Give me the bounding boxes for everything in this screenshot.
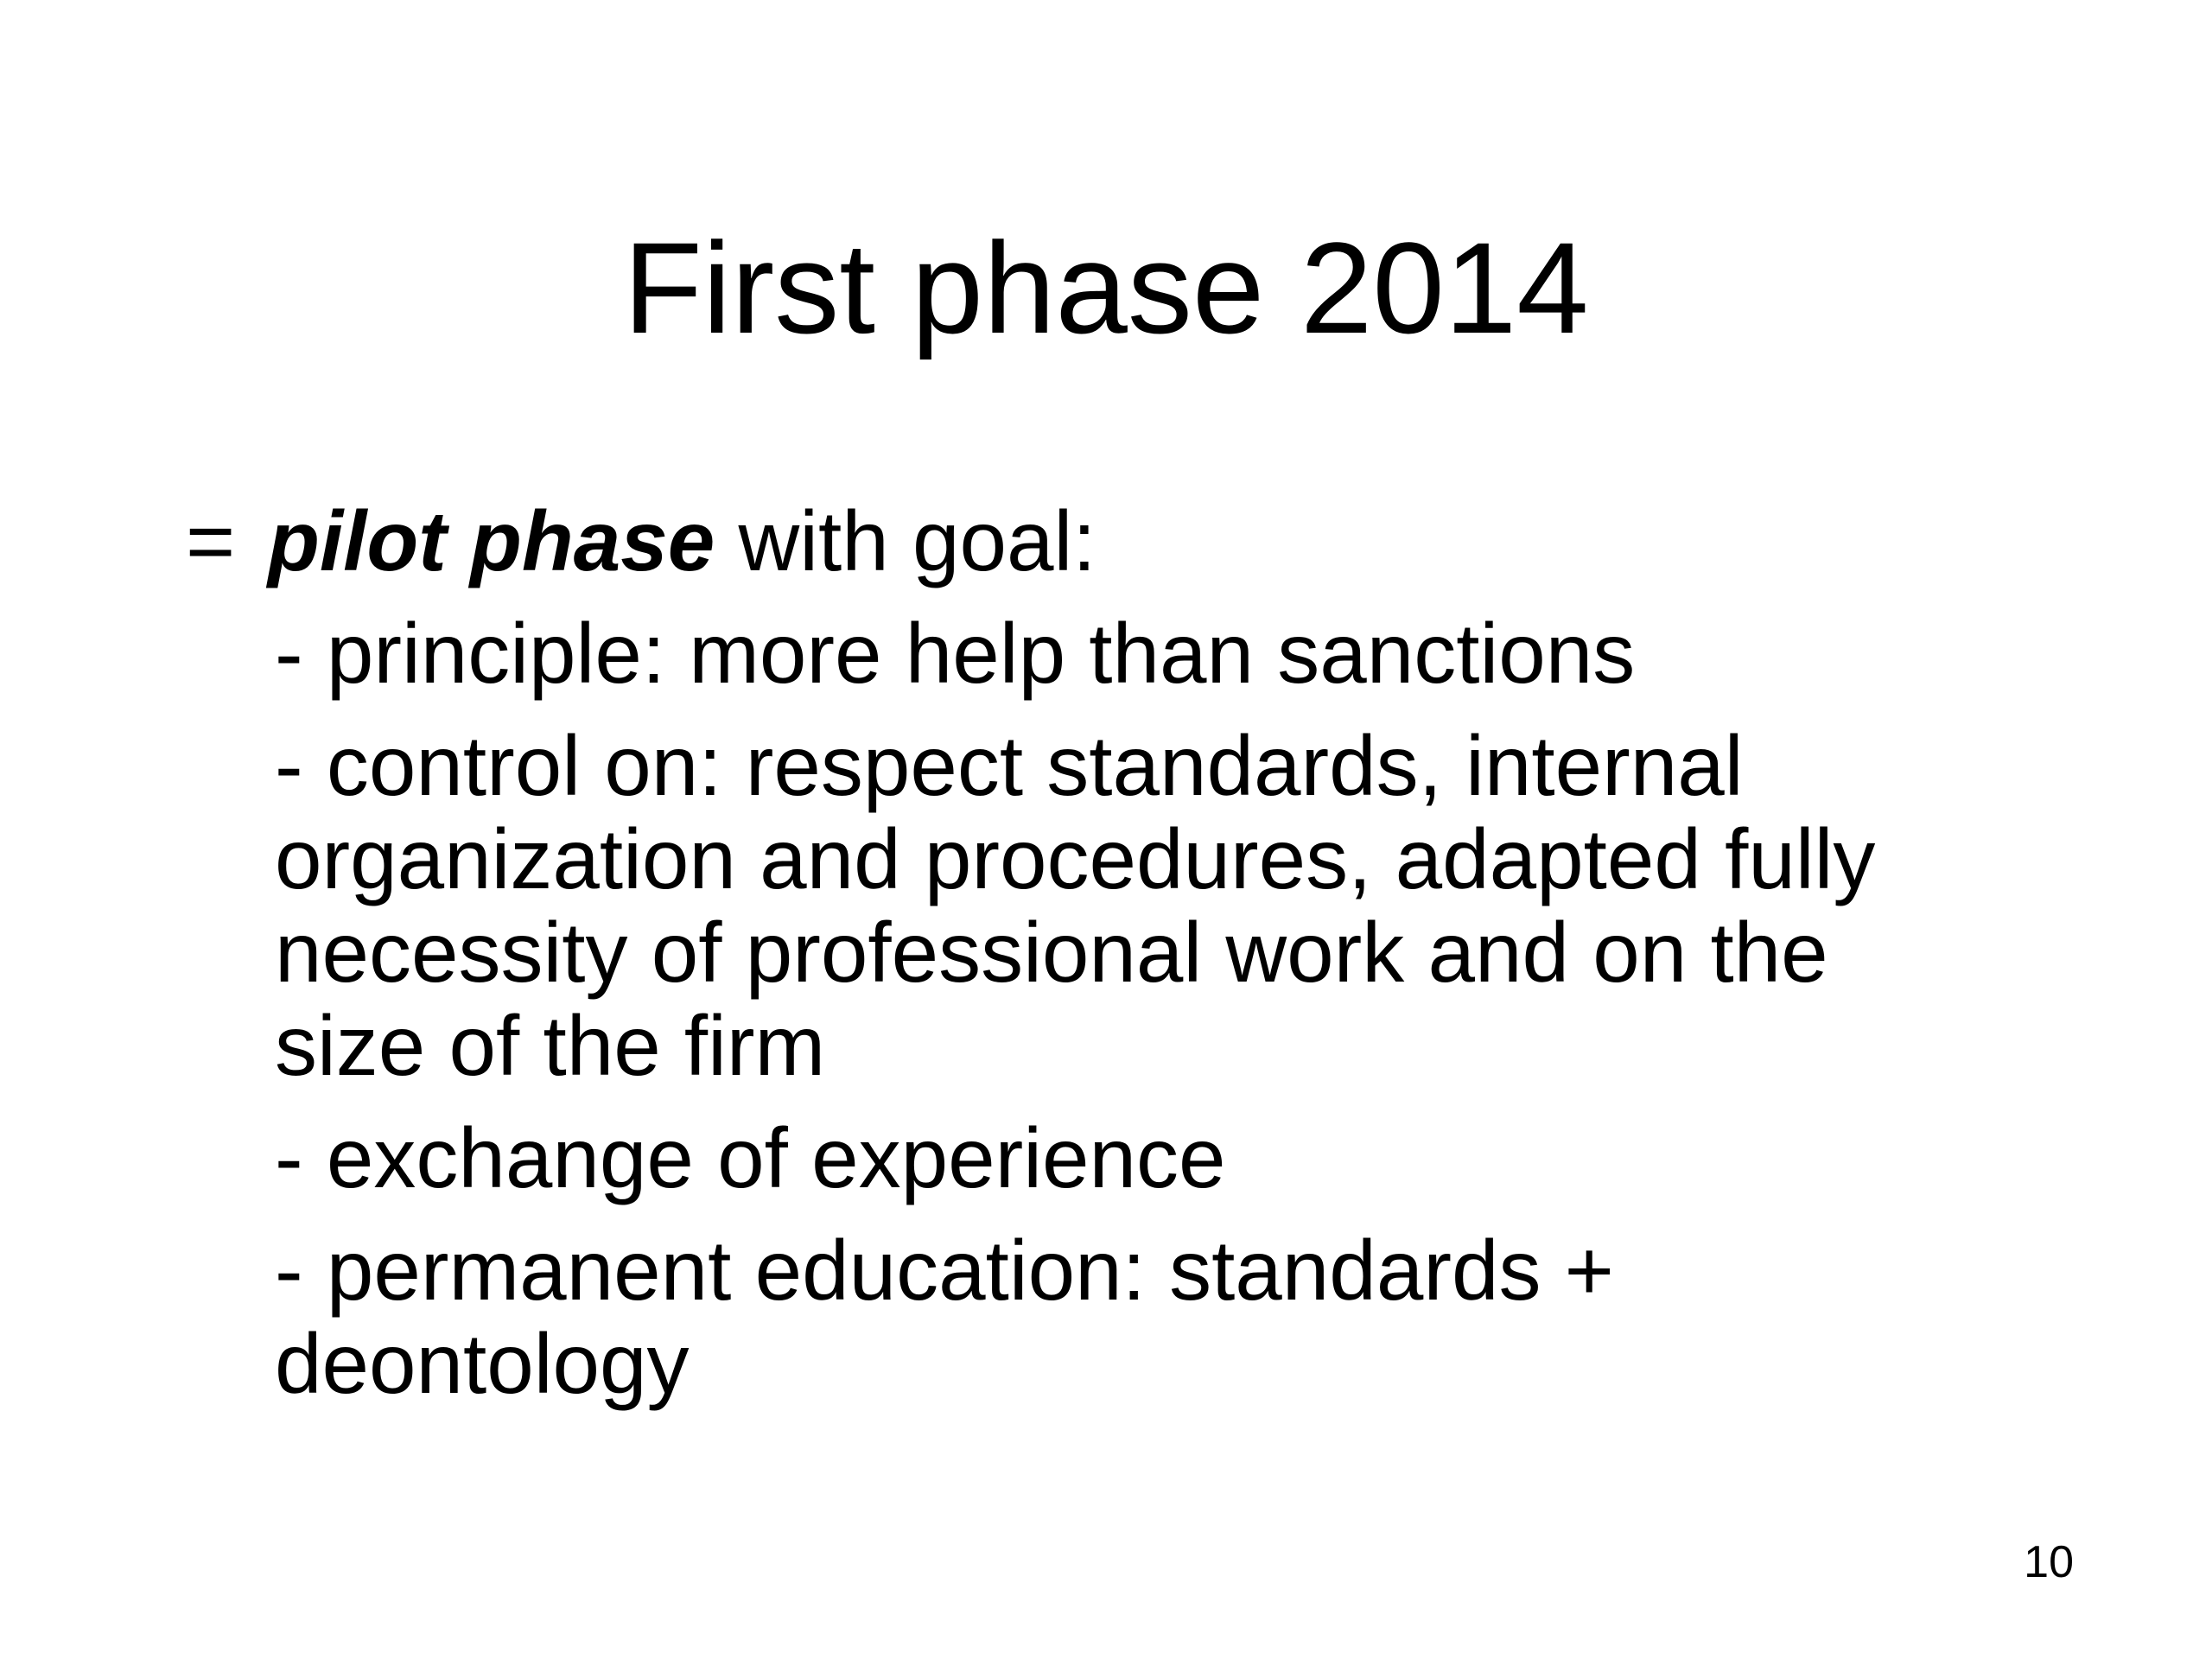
goal-item-exchange: - exchange of experience <box>275 1110 1226 1205</box>
goal-item-control: - control on: respect standards, internal organization and procedures, adapted fully necessity of professional work and on the size of the firm <box>275 718 1876 1093</box>
intro-line <box>186 494 2130 588</box>
goal-item-education: - permanent education: standards + deontology <box>275 1223 1614 1411</box>
goal-item-principle: - principle: more help than sanctions <box>275 606 1636 701</box>
intro-rest: with goal: <box>715 493 1096 588</box>
slide-body <box>186 494 2130 1410</box>
page-number: 10 <box>2024 1537 2074 1587</box>
goal-list <box>275 607 2133 1410</box>
slide-title: First phase 2014 <box>623 215 1589 360</box>
pilot-phase-term: pilot phase <box>268 493 715 588</box>
equals-marker: = <box>186 493 236 588</box>
